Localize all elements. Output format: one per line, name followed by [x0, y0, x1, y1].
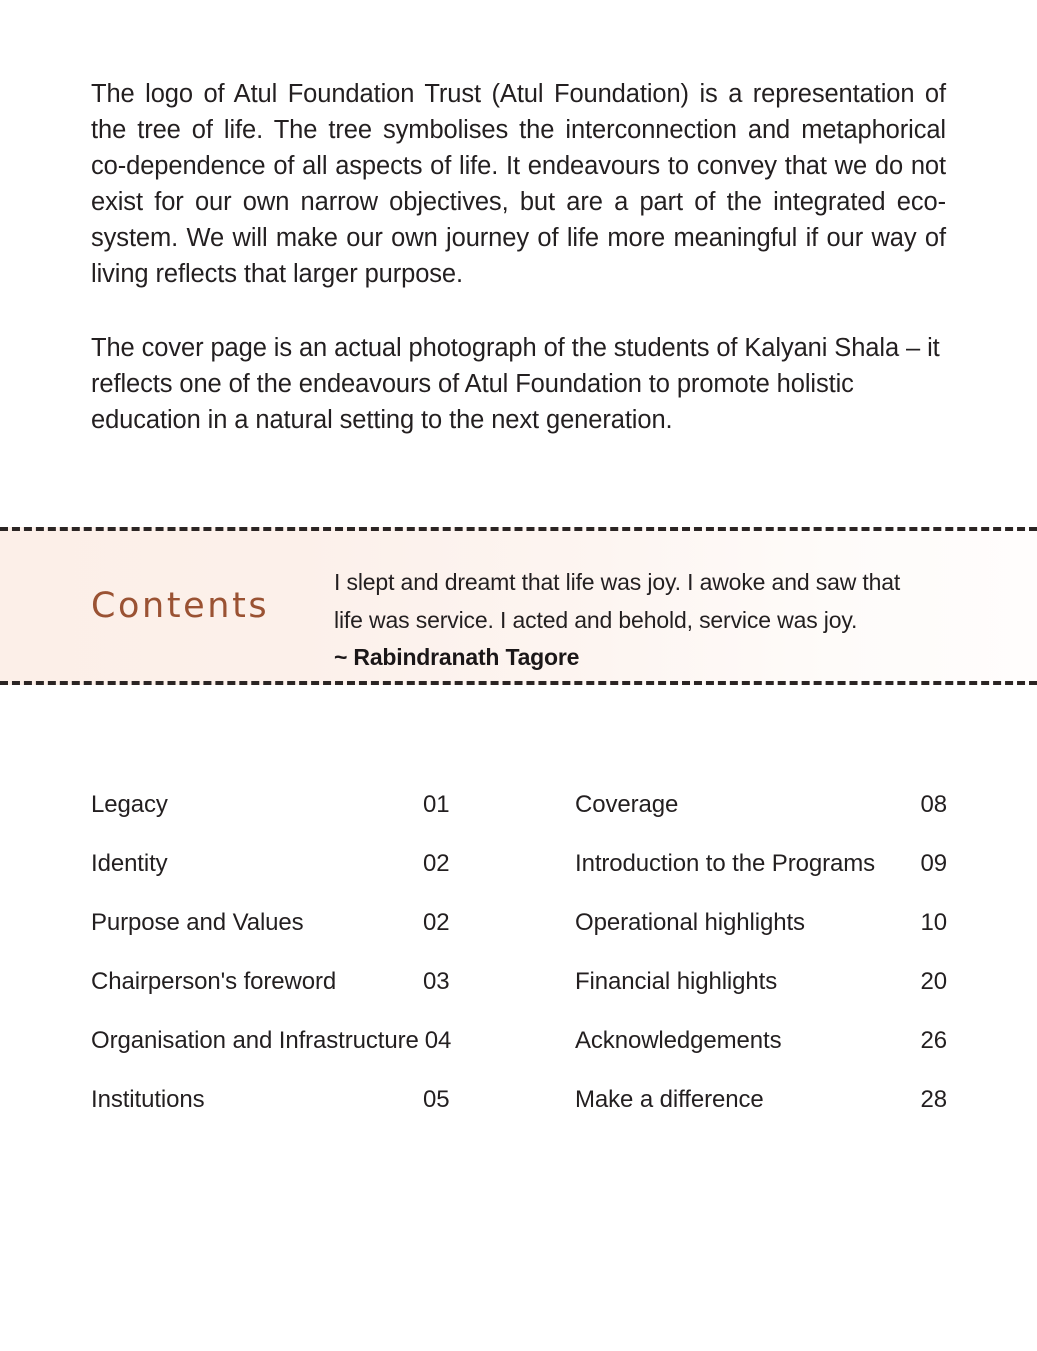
- toc-entry-page-number: 08: [920, 791, 947, 818]
- intro-paragraph-cover: The cover page is an actual photograph of the students of Kalyani Shala – it reflects one of the endeavours of Atul Foundation to promote holistic education in a natural setting to the next generation.: [91, 334, 940, 434]
- intro-text-block: [91, 76, 946, 438]
- quote-line-2: life was service. I acted and behold, service was joy.: [334, 607, 858, 633]
- toc-entry-label: Organisation and Infrastructure: [91, 1027, 419, 1054]
- toc-entry-page-number: 09: [920, 850, 947, 877]
- contents-banner: [0, 527, 1037, 685]
- toc-entry[interactable]: [575, 1026, 947, 1085]
- toc-entry[interactable]: [575, 1085, 947, 1144]
- quote-attribution: ~ Rabindranath Tagore: [334, 644, 580, 670]
- toc-entry-page-number: 28: [920, 1086, 947, 1113]
- toc-entry-label: Chairperson's foreword: [91, 968, 337, 995]
- toc-entry[interactable]: [575, 849, 947, 908]
- toc-entry-label: Make a difference: [575, 1086, 764, 1113]
- toc-entry[interactable]: [91, 1026, 519, 1085]
- toc-entry-label: Coverage: [575, 791, 679, 818]
- toc-entry-label: Introduction to the Programs: [575, 850, 876, 877]
- quote-line-1: I slept and dreamt that life was joy. I awoke and saw that: [334, 569, 901, 595]
- contents-heading: Contents: [91, 586, 270, 626]
- quote-block: [334, 563, 954, 674]
- toc-entry-label: Financial highlights: [575, 968, 778, 995]
- toc-entry-page-number: 05: [423, 1086, 450, 1113]
- toc-entry-label: Institutions: [91, 1086, 205, 1113]
- toc-entry[interactable]: [91, 1085, 519, 1144]
- toc-entry[interactable]: [91, 849, 519, 908]
- toc-entry[interactable]: [575, 908, 947, 967]
- toc-entry[interactable]: [575, 790, 947, 849]
- toc-entry[interactable]: [575, 967, 947, 1026]
- toc-entry-label: Operational highlights: [575, 909, 805, 936]
- toc-entry-page-number: 10: [920, 909, 947, 936]
- toc-entry-page-number: 20: [920, 968, 947, 995]
- toc-entry-label: Purpose and Values: [91, 909, 304, 936]
- intro-paragraph-logo: The logo of Atul Foundation Trust (Atul Foundation) is a representation of the tree of life. The tree symbolises the interconnection and metaphorical co-dependence of all aspects of life. It endeavours to convey that we do not exist for our own narrow objectives, but are a part of the integrated eco-system. We will make our own journey of life more meaningful if our way of living reflects that larger purpose.: [91, 80, 946, 288]
- toc-entry-page-number: 02: [423, 909, 450, 936]
- toc-entry-label: Identity: [91, 850, 168, 877]
- toc-entry-page-number: 04: [424, 1027, 452, 1054]
- toc-column-left: [91, 790, 519, 1144]
- toc-entry[interactable]: [91, 790, 519, 849]
- toc-entry-label: Legacy: [91, 791, 168, 818]
- toc-entry-page-number: 02: [423, 850, 450, 877]
- toc-entry-page-number: 01: [423, 791, 450, 818]
- table-of-contents: [91, 790, 947, 1144]
- toc-entry[interactable]: [91, 967, 519, 1026]
- toc-entry-page-number: 03: [423, 968, 450, 995]
- toc-entry[interactable]: [91, 908, 519, 967]
- toc-column-right: [519, 790, 947, 1144]
- toc-entry-page-number: 26: [920, 1027, 947, 1054]
- toc-entry-label: Acknowledgements: [575, 1027, 782, 1054]
